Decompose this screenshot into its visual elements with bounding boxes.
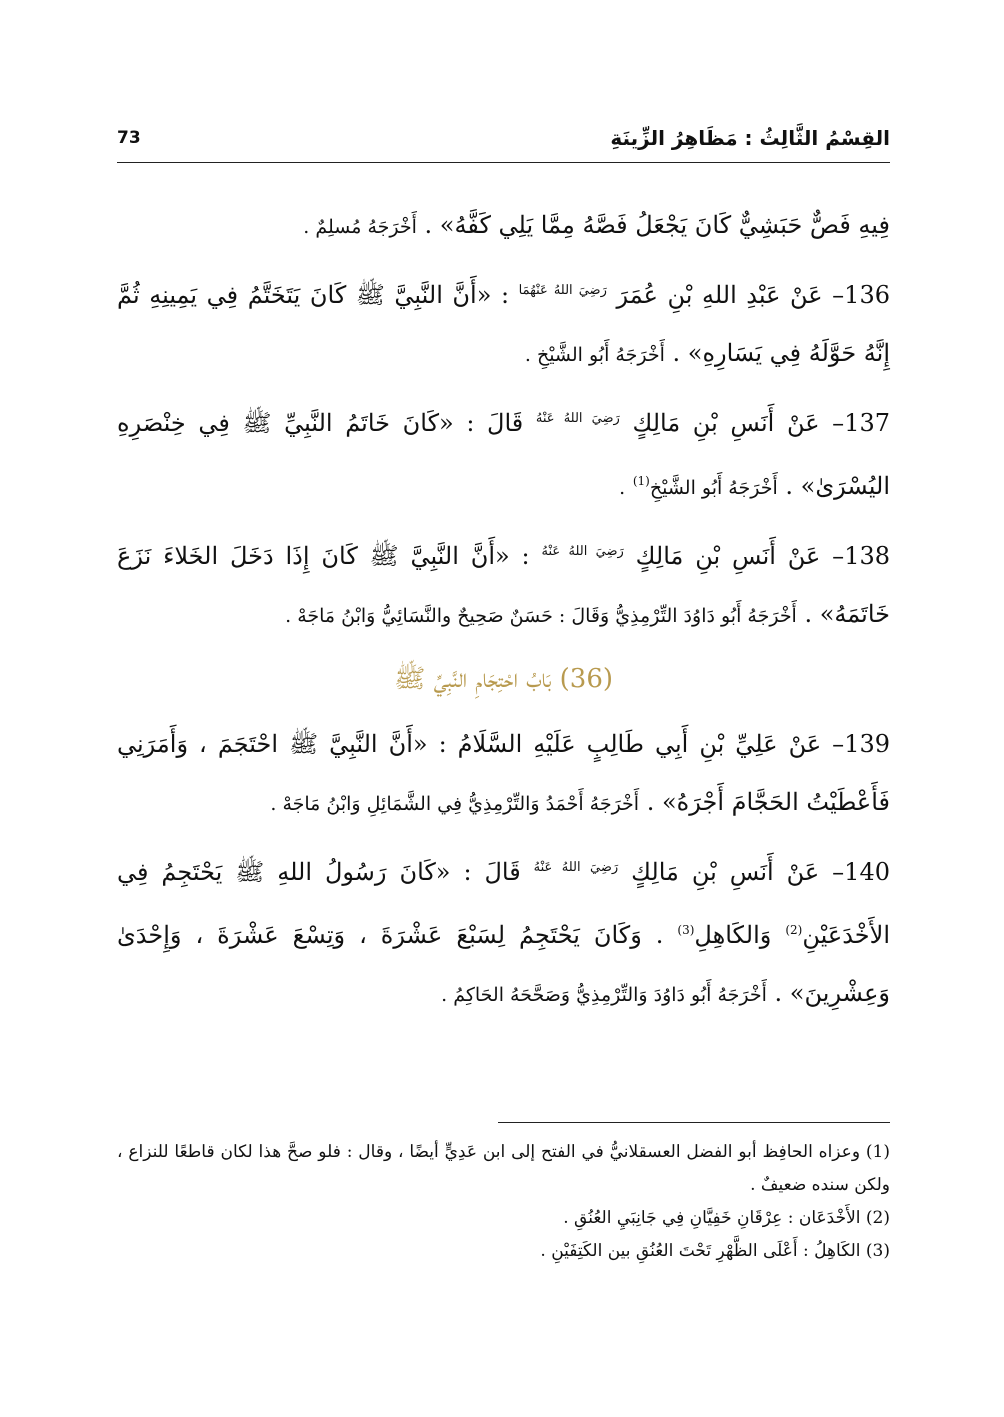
footnote-ref-1[interactable]: (1) <box>632 474 650 488</box>
page-number: 73 <box>117 128 141 148</box>
hadith-138 <box>117 523 890 645</box>
hadith-number: 140 <box>844 858 890 886</box>
hadith-source: أَخْرَجَهُ أَبُو دَاوُدَ التِّرْمِذِيُّ وَقَالَ : حَسَنٌ صَحِيحٌ والنَّسَائِيُّ وَابْنُ مَاجَهْ . <box>285 605 797 627</box>
chapter-title: بَابُ احْتِجَامِ النَّبِيِّ <box>433 664 552 694</box>
honorific-ligature: رَضِيَ اللهُ عَنْهُ <box>535 411 620 426</box>
hadith-source: أَخْرَجَهُ أَحْمَدُ وَالتِّرْمِذِيُّ فِي الشَّمَائِلِ وَابْنُ مَاجَهْ . <box>270 793 640 815</box>
salawat-ligature: ﷺ <box>369 542 399 570</box>
hadith-number: 137 <box>844 409 890 437</box>
paragraph-continuation <box>117 196 890 256</box>
hadith-137 <box>117 390 890 517</box>
hadith-number: 139 <box>844 730 890 758</box>
running-title: القِسْمُ الثَّالِثُ : مَظَاهِرُ الزِّينَةِ <box>610 126 890 150</box>
hadith-source: أَخْرَجَهُ أَبُو الشَّيْخِ <box>649 477 778 499</box>
hadith-source: أَخْرَجَهُ مُسلِمٌ . <box>303 216 417 238</box>
salawat-ligature: ﷺ <box>242 409 272 437</box>
hadith-source: أَخْرَجَهُ أَبُو دَاوُدَ وَالتِّرْمِذِيُّ وَصَحَّحَهُ الحَاكِمُ . <box>441 984 767 1006</box>
hadith-text: – عَنْ عَبْدِ اللهِ بْنِ عُمَرَ <box>616 281 845 309</box>
footnote-3: (3) الكَاهِلُ : أَعْلَى الظَّهْرِ تَحْتَ العُنُقِ بين الكَتِفَيْنِ . <box>540 1241 890 1261</box>
chapter-heading <box>117 651 890 707</box>
hadith-text: قَالَ : «كَانَ خَاتَمُ النَّبِيِّ <box>284 409 524 437</box>
hadith-text: قَالَ : «كَانَ رَسُولُ اللهِ <box>277 858 521 886</box>
chapter-number: (36) <box>559 664 614 694</box>
hadith-source: أَخْرَجَهُ أَبُو الشَّيْخِ . <box>524 344 665 366</box>
hadith-text: فِيهِ فَصٌّ حَبَشِيٌّ كَانَ يَجْعَلُ فَصَّهُ مِمَّا يَلِي كَفَّهُ» . <box>424 211 890 239</box>
hadith-136 <box>117 262 890 384</box>
hadith-text: فِي خِنْصَرِهِ اليُسْرَىٰ» . <box>117 409 890 500</box>
hadith-139 <box>117 715 890 833</box>
footnote-1: (1) وعزاه الحافِظ أبو الفضل العسقلانيُّ في الفتح إلى ابن عَدِيٍّ أيضًا ، وقال : فلو صحَّ هذا لكان قاطعًا للنزاع ، ولكن سنده ضعيفٌ . <box>117 1142 890 1195</box>
main-text <box>117 196 890 1030</box>
hadith-text: – عَنْ عَلِيِّ بْنِ أَبِي طَالِبٍ عَلَيْهِ السَّلَامُ : «أَنَّ النَّبِيَّ <box>329 730 845 758</box>
hadith-text: . وَكَانَ يَحْتَجِمُ لِسَبْعَ عَشْرَةَ ، وَتِسْعَ عَشْرَةَ ، وَإِحْدَىٰ وَعِشْرِينَ» . <box>117 921 890 1007</box>
hadith-text: كَانَ يَتَخَتَّمُ فِي يَمِينِهِ ثُمَّ إِنَّهُ حَوَّلَهُ فِي يَسَارِهِ» . <box>117 281 890 367</box>
hadith-text: يَحْتَجِمُ فِي الأَخْدَعَيْنِ <box>117 858 890 949</box>
hadith-text: : «أَنَّ النَّبِيَّ <box>410 542 530 570</box>
hadith-text: : «أَنَّ النَّبِيَّ <box>394 281 510 309</box>
hadith-text: – عَنْ أَنَسِ بْنِ مَالِكٍ <box>631 858 845 886</box>
footnote-2: (2) الأَخْدَعَان : عِرْقَانِ خَفِيَّانِ فِي جَانِبَيِ العُنُقِ . <box>563 1208 890 1228</box>
footnote-divider <box>498 1122 890 1123</box>
hadith-number: 138 <box>844 542 890 570</box>
footnote-ref-2[interactable]: (2) <box>785 923 803 937</box>
salawat-ligature: ﷺ <box>289 730 319 758</box>
honorific-ligature: رَضِيَ اللهُ عَنْهُ <box>533 860 619 875</box>
salawat-ligature: ﷺ <box>235 858 265 886</box>
hadith-text: كَانَ إِذَا دَخَلَ الخَلاءَ نَزَعَ خَاتَمَهُ» . <box>117 542 890 628</box>
honorific-ligature: رَضِيَ اللهُ عَنْهُ <box>541 544 624 559</box>
salawat-ligature: ﷺ <box>355 281 385 309</box>
footnote-ref-3[interactable]: (3) <box>677 923 695 937</box>
honorific-ligature: رَضِيَ اللهُ عَنْهُمَا <box>518 283 607 298</box>
hadith-text: وَالكَاهِلِ <box>694 921 772 949</box>
hadith-140 <box>117 839 890 1024</box>
footnotes <box>117 1136 890 1268</box>
hadith-text: – عَنْ أَنَسِ بْنِ مَالِكٍ <box>632 409 845 437</box>
hadith-number: 136 <box>844 281 890 309</box>
hadith-text: – عَنْ أَنَسِ بْنِ مَالِكٍ <box>635 542 845 570</box>
page-header <box>117 118 890 163</box>
salawat-ligature: ﷺ <box>393 664 426 694</box>
hadith-text: احْتَجَمَ ، وَأَمَرَنِي فَأَعْطَيْتُ الحَجَّامَ أَجْرَهُ» . <box>117 730 890 816</box>
sentence-end: . <box>619 477 626 499</box>
